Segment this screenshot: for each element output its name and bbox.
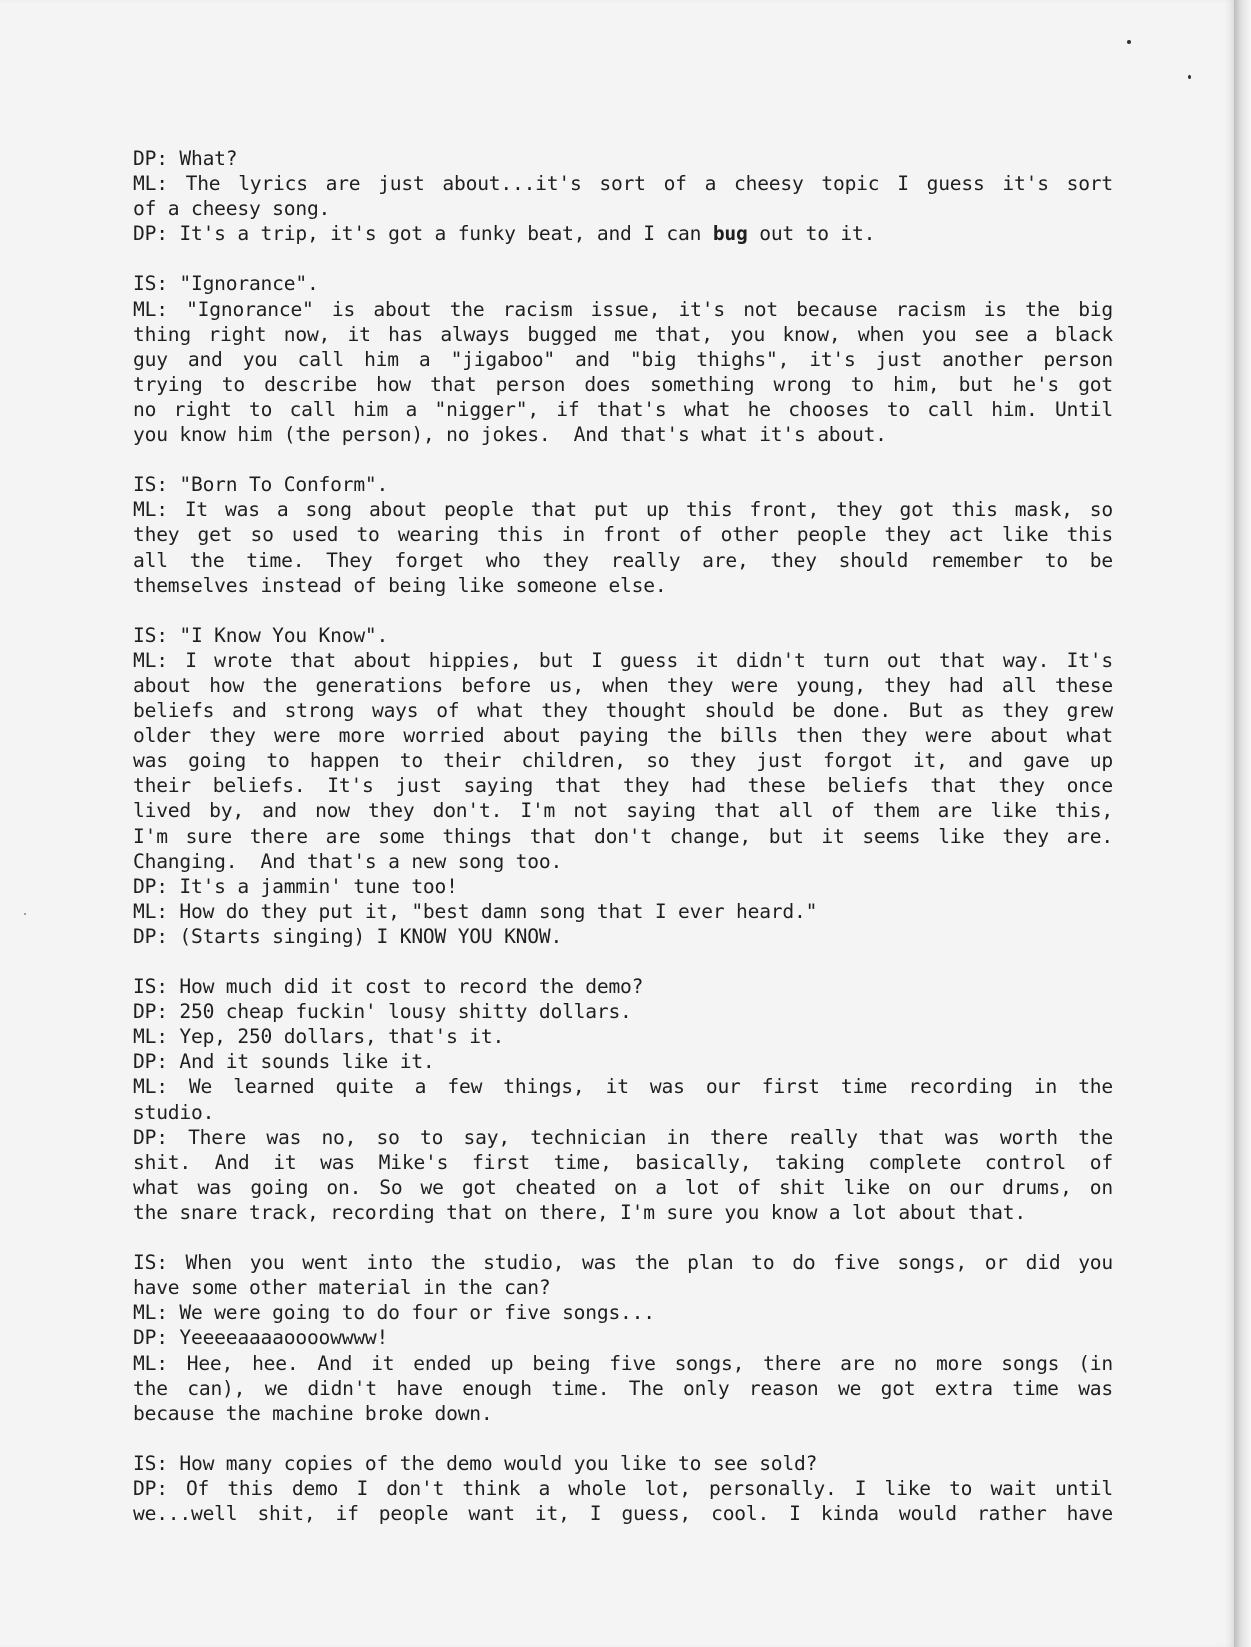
text-segment: Changing. And that's a new song too. [133,849,563,873]
text-line [133,297,1113,322]
text-segment: DP: 250 cheap fuckin' lousy shitty dollars. [133,1000,632,1024]
text-line [133,974,1113,999]
text-line [133,673,1113,698]
text-line [133,397,1113,422]
text-line [133,748,1113,773]
text-segment: have some other material in the can? [133,1276,551,1300]
text-line [133,573,1113,598]
text-line [133,874,1113,899]
text-line [133,1049,1113,1074]
text-line [133,1175,1113,1200]
bold-word: bug [712,222,748,246]
text-line [133,522,1113,547]
text-segment: IS: How much did it cost to record the demo? [133,975,644,999]
text-line [133,221,1113,246]
text-segment: IS: "Born To Conform". [133,473,389,497]
text-segment: ML: "Ignorance" is about the racism issue, it's not because racism is the big [133,297,1113,321]
text-line [133,623,1113,648]
text-segment: studio. [133,1100,215,1124]
dialogue-block [133,1250,1113,1426]
text-segment: of a cheesy song. [133,197,331,221]
dialogue-block [133,974,1113,1225]
scan-speck [24,913,26,915]
text-segment: DP: What? [133,147,238,170]
text-line [133,422,1113,447]
text-segment: ML: Yep, 250 dollars, that's it. [133,1025,505,1049]
text-line [133,1250,1113,1275]
text-segment: DP: And it sounds like it. [133,1050,435,1074]
text-line [133,773,1113,798]
text-line [133,1401,1113,1426]
text-line [133,798,1113,823]
text-line [133,1024,1113,1049]
text-segment: ML: We learned quite a few things, it was our first time recording in the [133,1075,1113,1099]
text-line [133,1325,1113,1350]
text-line [133,1275,1113,1300]
text-segment: DP: It's a trip, it's got a funky beat, and I can [133,222,713,246]
dialogue-block [133,271,1113,447]
text-segment: IS: When you went into the studio, was the plan to do five songs, or did you [133,1251,1113,1275]
text-segment: DP: Of this demo I don't think a whole lot, personally. I like to wait until [133,1476,1113,1500]
text-segment: DP: There was no, so to say, technician in there really that was worth the [133,1125,1113,1149]
text-segment: beliefs and strong ways of what they thought should be done. But as they grew [133,699,1113,723]
text-line [133,899,1113,924]
text-segment: IS: "I Know You Know". [133,623,389,647]
text-line [133,723,1113,748]
scan-speck [1127,40,1131,44]
dialogue-block [133,146,1113,246]
text-line [133,1476,1113,1501]
text-segment: the can), we didn't have enough time. The only reason we got extra time was [133,1376,1113,1400]
text-line [133,1501,1113,1526]
text-segment: no right to call him a "nigger", if that's what he chooses to call him. Until [133,397,1113,421]
text-line [133,849,1113,874]
text-segment: IS: "Ignorance". [133,272,319,296]
text-line [133,1150,1113,1175]
text-segment: because the machine broke down. [133,1401,493,1425]
dialogue-block [133,472,1113,597]
text-line [133,648,1113,673]
text-line [133,1100,1113,1125]
text-line [133,372,1113,397]
text-segment: ML: It was a song about people that put up this front, they got this mask, so [133,498,1113,522]
text-segment: about how the generations before us, when they were young, they had all these [133,673,1113,697]
dialogue-block [133,623,1113,949]
text-segment: ML: Hee, hee. And it ended up being five songs, there are no more songs (in [133,1351,1113,1375]
text-segment: guy and you call him a "jigaboo" and "big thighs", it's just another person [133,347,1113,371]
text-line [133,924,1113,949]
text-segment: they get so used to wearing this in front of other people they act like this [133,523,1113,547]
text-segment: we...well shit, if people want it, I guess, cool. I kinda would rather have [133,1502,1113,1526]
text-line [133,1351,1113,1376]
text-segment: all the time. They forget who they really are, they should remember to be [133,548,1113,572]
text-segment: ML: We were going to do four or five songs... [133,1301,655,1325]
text-line [133,1376,1113,1401]
text-segment: out to it. [747,222,876,246]
text-segment: the snare track, recording that on there, I'm sure you know a lot about that. [133,1200,1026,1224]
interview-transcript [133,146,1113,1551]
text-segment: what was going on. So we got cheated on a lot of shit like on our drums, on [133,1175,1113,1199]
dialogue-block [133,1451,1113,1526]
text-segment: older they were more worried about paying the bills then they were about what [133,724,1113,748]
text-segment: ML: I wrote that about hippies, but I guess it didn't turn out that way. It's [133,648,1113,672]
text-line [133,1074,1113,1099]
text-segment: was going to happen to their children, so they just forgot it, and gave up [133,749,1113,773]
page-edge-shadow [1234,0,1251,1647]
text-line [133,1200,1113,1225]
text-line [133,999,1113,1024]
text-segment: their beliefs. It's just saying that they had these beliefs that they once [133,774,1113,798]
text-line [133,347,1113,372]
text-segment: themselves instead of being like someone else. [133,573,667,597]
text-line [133,322,1113,347]
text-line [133,1125,1113,1150]
text-segment: IS: How many copies of the demo would you like to see sold? [133,1451,818,1475]
text-line [133,271,1113,296]
text-line [133,196,1113,221]
text-line [133,472,1113,497]
text-line [133,497,1113,522]
text-line [133,171,1113,196]
text-line [133,146,1113,171]
text-segment: ML: The lyrics are just about...it's sort of a cheesy topic I guess it's sort [133,172,1113,196]
text-segment: lived by, and now they don't. I'm not saying that all of them are like this, [133,799,1113,823]
text-line [133,1300,1113,1325]
text-line [133,824,1113,849]
text-segment: ML: How do they put it, "best damn song that I ever heard." [133,899,818,923]
text-segment: DP: Yeeeeaaaaoooowwww! [133,1326,389,1350]
text-segment: you know him (the person), no jokes. And that's what it's about. [133,423,887,447]
text-segment: trying to describe how that person does something wrong to him, but he's got [133,372,1113,396]
scan-speck [1188,75,1191,79]
text-segment: I'm sure there are some things that don't change, but it seems like they are. [133,824,1113,848]
text-line [133,548,1113,573]
text-segment: shit. And it was Mike's first time, basically, taking complete control of [133,1150,1113,1174]
text-line [133,698,1113,723]
text-line [133,1451,1113,1476]
text-segment: thing right now, it has always bugged me that, you know, when you see a black [133,322,1113,346]
text-segment: DP: It's a jammin' tune too! [133,874,458,898]
text-segment: DP: (Starts singing) I KNOW YOU KNOW. [133,924,563,948]
